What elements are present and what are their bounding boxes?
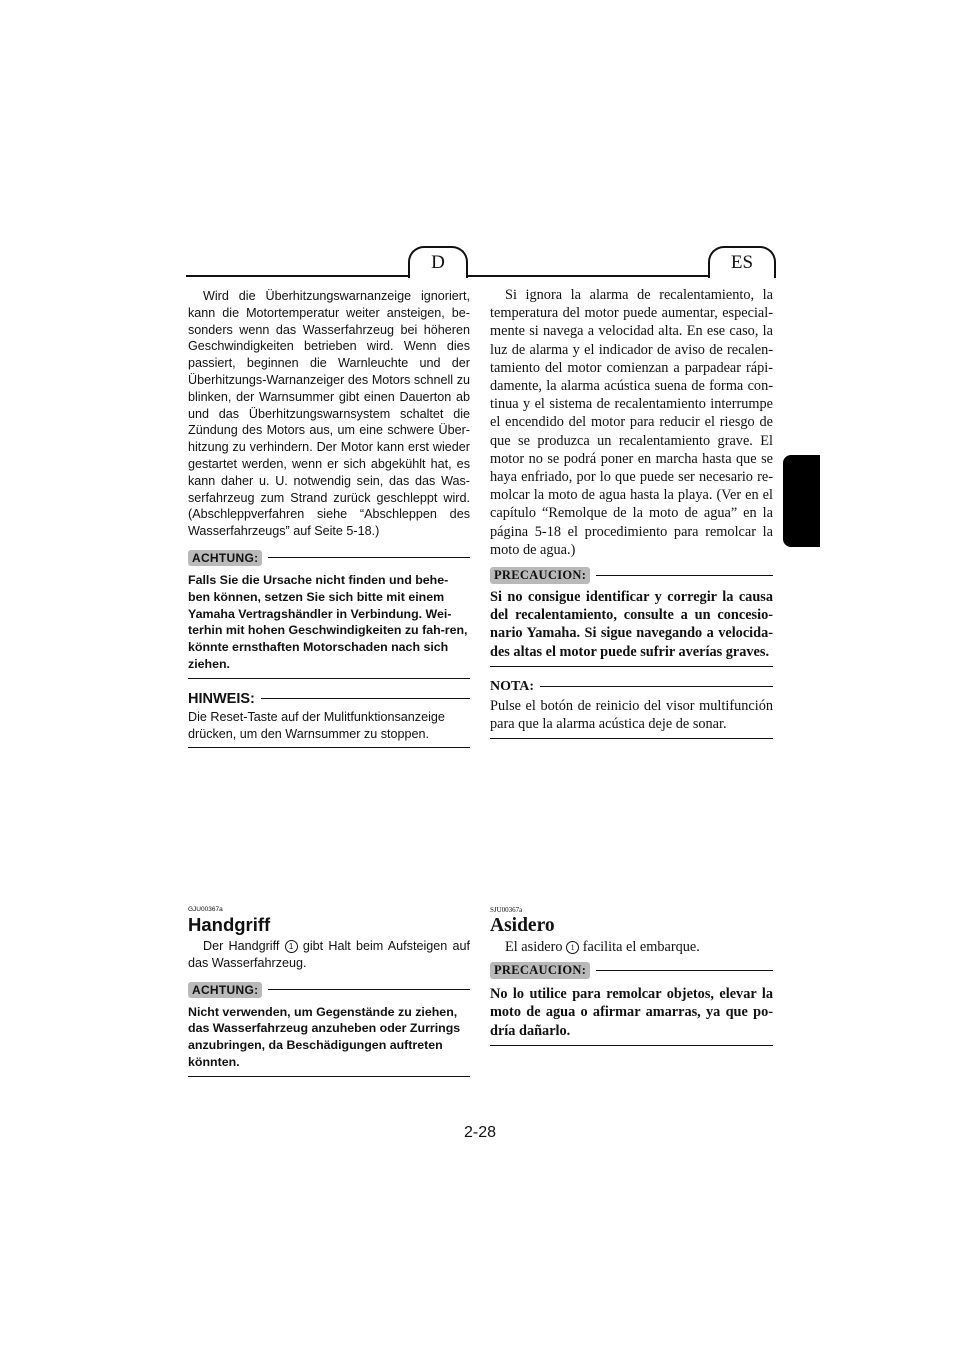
german-section-title: Handgriff <box>188 914 271 935</box>
german-note-label: HINWEIS: <box>188 690 255 707</box>
german-caution-header <box>188 548 470 568</box>
caution-end-rule <box>490 666 773 667</box>
language-tab-german: D <box>408 246 468 278</box>
spanish-note-label: NOTA: <box>490 678 535 694</box>
german-note-header <box>188 689 470 709</box>
language-tab-spanish: ES <box>708 246 776 278</box>
note-end-rule <box>490 738 773 739</box>
german-caution-text: Falls Sie die Ursache nicht finden und behe-ben können, setzen Sie sich bitte mit einem Yamaha Vertragshändler in Verbindung. Wei-terhin mit hohen Geschwindigkeiten zu fah-ren, könnte ernsthaften Motorschaden nach sich ziehen. <box>188 572 468 671</box>
german-column-upper <box>188 288 470 748</box>
german-note-text: Die Reset-Taste auf der Mulitfunktionsanzeige drücken, um den Warnsummer zu stoppen. <box>188 709 445 741</box>
spanish-caution2-label: PRECAUCION: <box>490 962 590 979</box>
spanish-intro-paragraph: Si ignora la alarma de recalentamiento, la temperatura del motor puede aumentar, especial-mente si navega a velocidad alta. En ese caso, la luz de alarma y el indicador de aviso de recalen-tamiento del motor comienzan a parpadear rápi-damente, la alarma acústica suena de forma con-tinua y el sistema de recalentamiento interrumpe el encendido del motor para reducir el riesgo de que se produzca un recalentamiento grave. El motor no se podrá poner en marcha hasta que se haya enfriado, por lo que puede ser necesario re-molcar la moto de agua hasta la playa. (Ver en el capítulo “Remolque de la moto de agua” en la página 5-18 el procedimiento para remolcar la moto de agua.) <box>490 287 773 558</box>
caution-end-rule <box>490 1045 773 1046</box>
spanish-caution2-header <box>490 960 773 980</box>
spanish-caution2-text: No lo utilice para remolcar objetos, elevar la moto de agua o afirmar amarras, ya que po-dría dañarlo. <box>490 986 773 1039</box>
note-rule <box>540 686 773 687</box>
german-caution-label: ACHTUNG: <box>188 550 262 566</box>
german-caution2-header <box>188 980 470 1000</box>
german-caution2-label: ACHTUNG: <box>188 982 262 998</box>
callout-number-icon: 1 <box>285 940 298 953</box>
header-rule <box>186 275 774 277</box>
caution-end-rule <box>188 678 470 679</box>
note-end-rule <box>188 747 470 748</box>
spanish-section-title: Asidero <box>490 915 555 936</box>
caution-end-rule <box>188 1076 470 1077</box>
spanish-caution-label: PRECAUCION: <box>490 567 590 584</box>
german-section-paragraph <box>188 938 470 972</box>
spanish-caution-header <box>490 565 773 585</box>
german-section-text-b: gibt Halt beim Aufsteigen auf das Wasserfahrzeug. <box>188 939 471 970</box>
spanish-caution-text: Si no consigue identificar y corregir la causa del recalentamiento, consulte a un concesio-nario Yamaha. Si sigue navegando a velocida-des altas el motor puede sufrir averías graves. <box>490 589 773 660</box>
german-caution2-text: Nicht verwenden, um Gegenstände zu ziehen, das Wasserfahrzeug anzuheben oder Zurrings anzubringen, da Beschädigungen auftreten könnten. <box>188 1004 461 1069</box>
spanish-section-code: SJU00367a <box>490 906 523 914</box>
german-section-text-a: Der Handgriff <box>203 939 280 953</box>
spanish-note-text: Pulse el botón de reinicio del visor multifunción para que la alarma acústica deje de sonar. <box>490 697 773 733</box>
spanish-section-text-b: facilita el embarque. <box>582 939 700 955</box>
spanish-section-text-a: El asidero <box>505 939 563 955</box>
callout-number-icon: 1 <box>566 941 579 954</box>
spanish-note-header <box>490 677 773 697</box>
page-number: 2-28 <box>463 1124 497 1141</box>
german-section-code: GJU00367a <box>188 906 223 913</box>
note-rule <box>261 698 470 699</box>
german-column-lower <box>188 906 470 1077</box>
caution-rule <box>268 557 470 558</box>
caution-rule <box>268 989 470 990</box>
german-intro-paragraph: Wird die Überhitzungswarnanzeige ignoriert, kann die Motortemperatur weiter ansteigen, be-sonders wenn das Wasserfahrzeug bei höheren Geschwindigkeiten betrieben wird. Wenn dies passiert, beginnen die Warnleuchte und der Überhitzungs-Warnanzeiger des Motors schnell zu blinken, der Warnsummer gibt einen Dauerton ab und das Überhitzungswarnsystem schaltet die Zündung des Motors aus, um eine schwere Über-hitzung zu verhindern. Der Motor kann erst wieder gestartet werden, wenn er sich abgekühlt hat, es kann daher u. U. notwendig sein, das das Was-serfahrzeug zum Strand zurück geschleppt wird. (Abschleppverfahren siehe “Abschleppen des Wasserfahrzeugs” auf Seite 5-18.) <box>188 289 470 539</box>
spanish-section-paragraph <box>490 938 773 956</box>
caution-rule <box>596 970 773 971</box>
spanish-column-lower <box>490 906 773 1046</box>
spanish-column-upper <box>490 286 773 739</box>
caution-rule <box>596 575 773 576</box>
chapter-thumb-tab <box>783 455 820 547</box>
